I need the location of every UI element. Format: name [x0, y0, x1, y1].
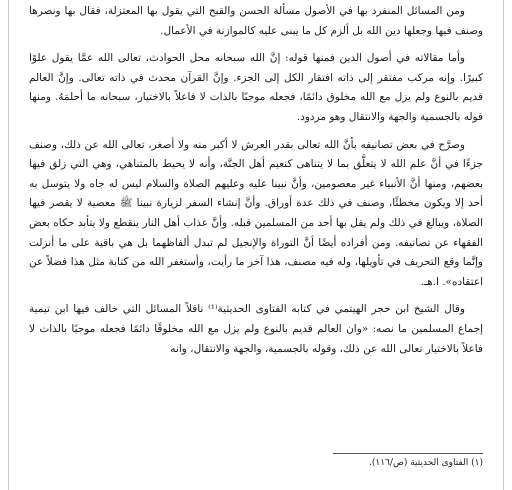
document-page — [8, 0, 504, 490]
paragraph-2: وأما مقالاته في أصول الدين فمنها قوله: إنَّ الله سبحانه محل الحوادث، تعالى الله عمَّا يقول علوًا كبيرًا. وإنه مركب مفتقر إلى ذاته افتقار الكل إلى الجزء. وإنَّ القرآن محدث في ذاته تعالى. وإنَّ العالم قديم بالنوع ولم يزل مع الله مخلوق دائمًا، فجعله موجبًا بالذات لا فاعلاً بالاختيار، سبحانه ما أحلمَهُ. ومنها قوله بالجسمية والجهة والانتقال وهو مردود. — [29, 52, 483, 123]
paragraph-1: ومن المسائل المنفرد بها في الأصول مسألة الحسن والقبح التي يقول بها المعتزلة، فقال بها ونصرها وصنف فيها وجعلها دين الله بل ألزم كل ما يبنى عليه كالموازنة في الأعمال. — [29, 5, 483, 37]
footnote: (١) الفتاوى الحديثية (ص/١١٦). — [369, 458, 483, 468]
body-text — [29, 2, 483, 367]
footnote-divider — [333, 453, 483, 454]
paragraph-3: وصرَّح في بعض تصانيفه بأنَّ الله تعالى بقدر العرش لا أكبر منه ولا أصغر، تعالى الله عن ذلك، وصنف جزءًا في أنَّ علم الله لا يتعلَّق بما لا يتناهى كنعيم أهل الجنَّة، وأنه لا يحيط بالمتناهي، وهي التي زلق فيها بعضهم، ومنها أنَّ الأنبياء غير معصومين، وأنَّ نبينا عليه وعليهم الصلاة والسلام ليس له جاه ولا يتوسل به أحد إلا ويكون مخطئًا، وصنف في ذلك عدة أوراق. وأنَّ إنشاء السفر لزيارة نبينا ﷺ معصية لا يقصر فيها الصلاة، ويبالغ في ذلك ولم يقل بها أحد من المسلمين قبله. وأنَّ عذاب أهل النار ينقطع ولا يتأبد حكاه بعض الفقهاء عن تصانيفه. ومن أفراده أيضًا أنَّ التوراة والإنجيل لم تبدل ألفاظهما بل هي باقية على ما أنزلت وإنَّما وقع التحريف في تأويلها، وله فيه مصنف، هذا آخر ما رأيت، وأستغفر الله من كتابة مثل هذا فضلاً عن اعتقاده». ا.هـ. — [29, 138, 483, 288]
paragraph-4: وقال الشيخ ابن حجر الهيتمي في كتابه الفتاوى الحديثية⁽¹⁾ ناقلاً المسائل التي خالف فيها ابن تيمية إجماع المسلمين ما نصه: «وان العالم قديم بالنوع ولم يزل مع الله مخلوقًا دائمًا فجعله موجبًا بالذات لا فاعلاً بالاختيار تعالى الله عن ذلك، وقوله بالجسمية، والجهة والانتقال، وانه — [29, 303, 483, 355]
